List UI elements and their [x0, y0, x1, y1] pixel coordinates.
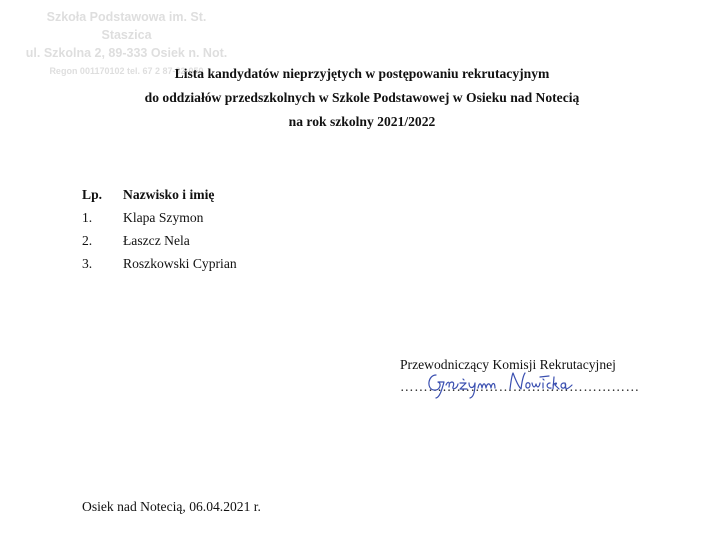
signature-label: Przewodniczący Komisji Rekrutacyjnej	[400, 357, 616, 372]
item-name: Roszkowski Cyprian	[123, 256, 237, 271]
signature-block	[400, 355, 640, 399]
stamp-line-1: Szkoła Podstawowa im. St. Staszica	[46, 10, 207, 42]
list-item	[82, 206, 237, 229]
list-item	[82, 229, 237, 252]
item-name: Klapa Szymon	[123, 210, 204, 225]
signature-line	[400, 375, 640, 399]
header-lp: Lp.	[82, 187, 103, 202]
document-title	[0, 62, 724, 134]
list-header	[82, 183, 237, 206]
title-line-2: do oddziałów przedszkolnych w Szkole Podstawowej w Osieku nad Notecią	[144, 90, 580, 105]
candidates-list	[82, 183, 237, 275]
stamp-line-2: ul. Szkolna 2, 89-333 Osiek n. Not.	[25, 46, 228, 60]
stamp-line-3: Regon 001170102 tel. 67 2 87-82-050	[49, 66, 204, 76]
place-date: Osiek nad Notecią, 06.04.2021 r.	[82, 499, 261, 514]
item-number: 1.	[82, 210, 93, 225]
item-number: 3.	[82, 256, 93, 271]
title-line-1: Lista kandydatów nieprzyjętych w postępowaniu rekrutacyjnym	[174, 66, 550, 81]
item-number: 2.	[82, 233, 93, 248]
signature-dots: ……………………………………………	[400, 379, 640, 394]
item-name: Łaszcz Nela	[123, 233, 190, 248]
header-name: Nazwisko i imię	[123, 187, 215, 202]
title-line-3: na rok szkolny 2021/2022	[288, 114, 436, 129]
handwritten-signature	[422, 367, 592, 401]
list-item	[82, 252, 237, 275]
